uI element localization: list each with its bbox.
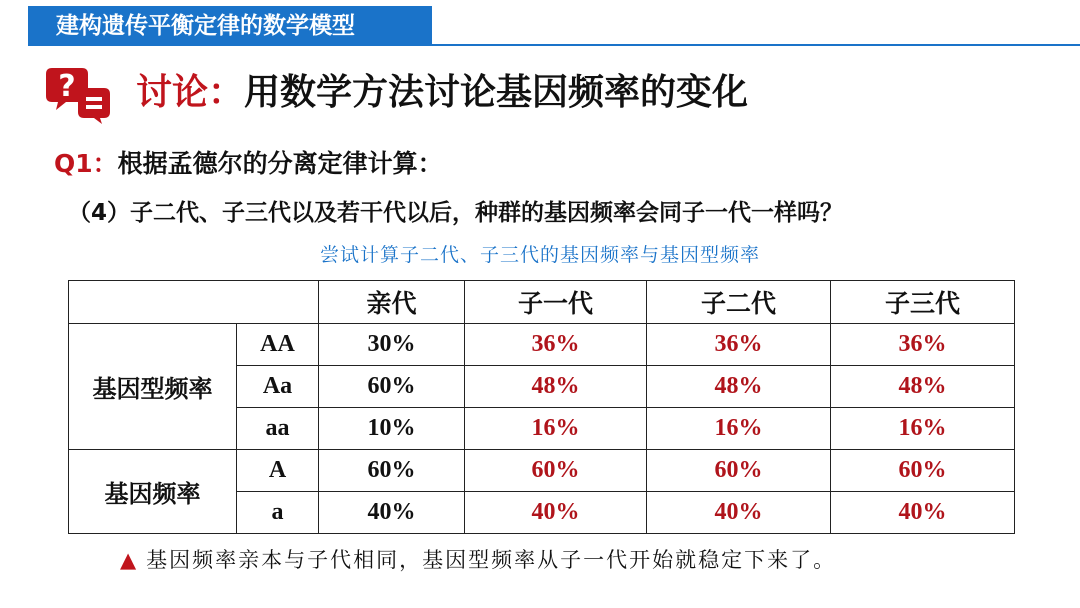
table-cell: 16%: [831, 408, 1015, 450]
group-label-genotype-frequency: 基因型频率: [69, 324, 237, 450]
table-cell: 60%: [831, 450, 1015, 492]
heading-title: 用数学方法讨论基因频率的变化: [244, 72, 749, 113]
header-corner-cell: [69, 281, 319, 324]
table-cell: 36%: [465, 324, 647, 366]
table-cell: 10%: [319, 408, 465, 450]
table-caption: 尝试计算子二代、子三代的基因频率与基因型频率: [319, 244, 760, 266]
table-cell: 60%: [319, 366, 465, 408]
question-speech-bubble-icon: [44, 66, 112, 124]
triangle-marker-icon: ▲: [120, 548, 139, 572]
table-cell: 48%: [465, 366, 647, 408]
table-cell: 60%: [465, 450, 647, 492]
table-cell: 60%: [647, 450, 831, 492]
question-4: （4）子二代、子三代以及若干代以后，种群的基因频率会同子一代一样吗？: [68, 200, 844, 226]
row-key: a: [237, 492, 319, 534]
row-key: A: [237, 450, 319, 492]
table-cell: 30%: [319, 324, 465, 366]
group-label-gene-frequency: 基因频率: [69, 450, 237, 534]
table-cell: 40%: [647, 492, 831, 534]
table-cell: 60%: [319, 450, 465, 492]
table-row: [69, 324, 1015, 366]
table-cell: 16%: [465, 408, 647, 450]
heading-prefix: 讨论：: [136, 72, 245, 113]
header-rule: [432, 44, 1080, 46]
top-bar: [0, 0, 1080, 46]
table-cell: 48%: [831, 366, 1015, 408]
table-cell: 16%: [647, 408, 831, 450]
q1-label: Q1：: [54, 149, 118, 178]
table-cell: 48%: [647, 366, 831, 408]
row-key: aa: [237, 408, 319, 450]
table-header-row: [69, 281, 1015, 324]
q1-text: 根据孟德尔的分离定律计算：: [117, 149, 443, 178]
row-key: Aa: [237, 366, 319, 408]
header-f3: 子三代: [831, 281, 1015, 324]
svg-text:?: ?: [58, 69, 76, 104]
section-title-banner: 建构遗传平衡定律的数学模型: [28, 6, 432, 46]
header-f1: 子一代: [465, 281, 647, 324]
header-parent: 亲代: [319, 281, 465, 324]
conclusion-text: 基因频率亲本与子代相同，基因型频率从子一代开始就稳定下来了。: [146, 548, 837, 572]
table-row: [69, 450, 1015, 492]
row-key: AA: [237, 324, 319, 366]
table-cell: 36%: [831, 324, 1015, 366]
table-cell: 40%: [831, 492, 1015, 534]
conclusion-note: [120, 544, 836, 576]
table-cell: 40%: [319, 492, 465, 534]
header-f2: 子二代: [647, 281, 831, 324]
table-cell: 36%: [647, 324, 831, 366]
table-cell: 40%: [465, 492, 647, 534]
frequency-table: [68, 280, 1015, 534]
question-q1: [54, 146, 443, 182]
